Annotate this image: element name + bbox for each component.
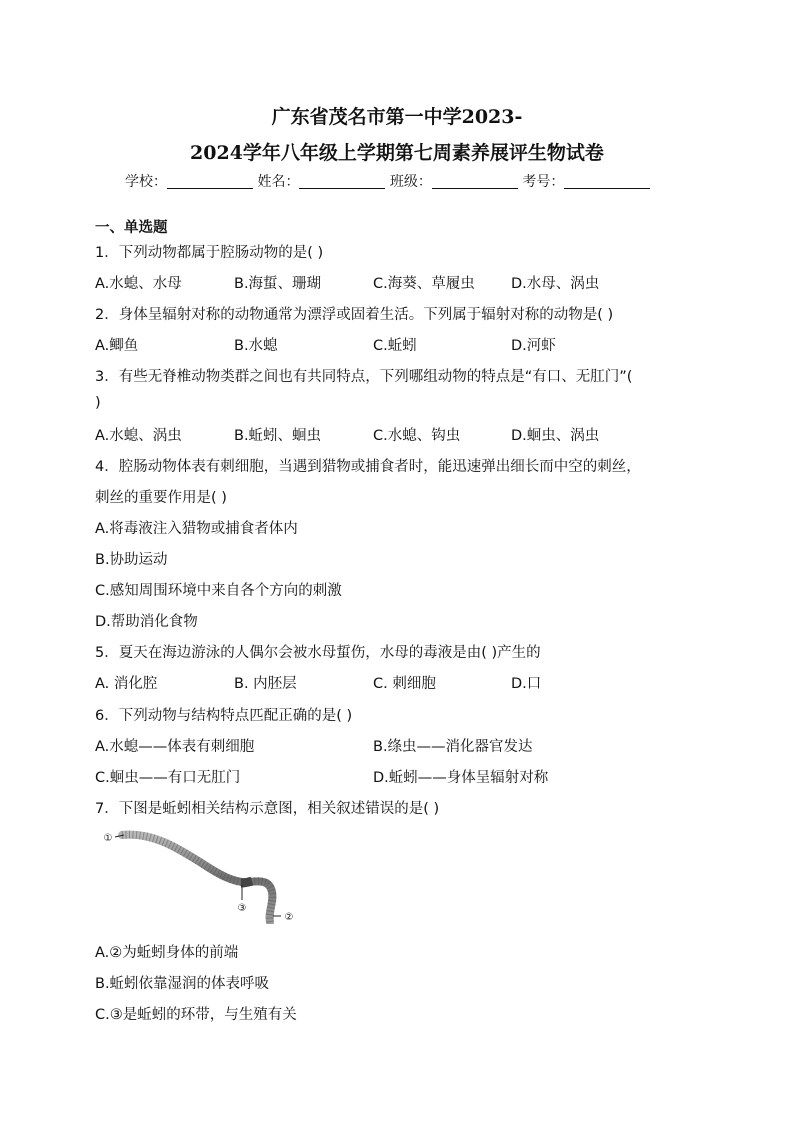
question-2-option-d: D.河虾 bbox=[511, 338, 556, 354]
student-info-row bbox=[125, 171, 650, 191]
question-1-option-d: D.水母、涡虫 bbox=[511, 276, 600, 292]
question-5-stem: 5．夏天在海边游泳的人偶尔会被水母蜇伤，水母的毒液是由( )产生的 bbox=[95, 645, 541, 661]
name-label: 姓名： bbox=[257, 174, 300, 190]
question-2-option-a: A.鲫鱼 bbox=[95, 338, 139, 354]
question-1-stem: 1．下列动物都属于腔肠动物的是( ) bbox=[95, 245, 324, 261]
question-2-option-b: B.水螅 bbox=[234, 338, 278, 354]
question-3-option-c: C.水螅、钩虫 bbox=[373, 428, 461, 444]
question-7-option-b: B.蚯蚓依靠湿润的体表呼吸 bbox=[95, 976, 270, 992]
question-3-stem-line2: ) bbox=[95, 395, 101, 411]
question-4-option-a: A.将毒液注入猎物或捕食者体内 bbox=[95, 521, 298, 537]
question-3-stem-line1: 3．有些无脊椎动物类群之间也有共同特点，下列哪组动物的特点是“有口、无肛门”( bbox=[95, 369, 633, 385]
question-4-stem-line2: 刺丝的重要作用是( ) bbox=[95, 490, 227, 506]
section-title: 一、单选题 bbox=[95, 220, 168, 236]
question-6-option-d: D.蚯蚓——身体呈辐射对称 bbox=[373, 770, 549, 786]
earthworm-figure bbox=[100, 828, 300, 924]
question-3-option-a: A.水螅、涡虫 bbox=[95, 428, 182, 444]
question-3-option-d: D.蛔虫、涡虫 bbox=[511, 428, 600, 444]
question-2-stem: 2．身体呈辐射对称的动物通常为漂浮或固着生活。下列属于辐射对称的动物是( ) bbox=[95, 307, 614, 323]
question-2-option-c: C.蚯蚓 bbox=[373, 338, 417, 354]
exam-title-line1: 广东省茂名市第一中学2023- bbox=[271, 106, 523, 128]
question-6-option-a: A.水螅——体表有刺细胞 bbox=[95, 739, 255, 755]
question-6-option-c: C.蛔虫——有口无肛门 bbox=[95, 770, 241, 786]
question-4-stem-line1: 4．腔肠动物体表有刺细胞，当遇到猎物或捕食者时，能迅速弹出细长而中空的刺丝， bbox=[95, 459, 641, 475]
question-6-option-b: B.绦虫——消化器官发达 bbox=[373, 739, 533, 755]
school-blank[interactable] bbox=[167, 174, 253, 189]
figure-label-1: ① bbox=[103, 833, 113, 844]
question-7-option-a: A.②为蚯蚓身体的前端 bbox=[95, 945, 239, 961]
exam-title-line2: 2024学年八年级上学期第七周素养展评生物试卷 bbox=[190, 142, 604, 164]
figure-label-2: ② bbox=[284, 912, 294, 923]
question-6-stem: 6．下列动物与结构特点匹配正确的是( ) bbox=[95, 708, 353, 724]
question-7-stem: 7．下图是蚯蚓相关结构示意图，相关叙述错误的是( ) bbox=[95, 801, 440, 817]
exam-number-blank[interactable] bbox=[564, 174, 650, 189]
class-label: 班级： bbox=[389, 174, 432, 190]
question-4-option-c: C.感知周围环境中来自各个方向的刺激 bbox=[95, 583, 342, 599]
name-blank[interactable] bbox=[299, 174, 385, 189]
question-4-option-d: D.帮助消化食物 bbox=[95, 614, 198, 630]
question-5-option-c: C. 刺细胞 bbox=[373, 676, 436, 692]
question-5-option-a: A. 消化腔 bbox=[95, 676, 158, 692]
class-blank[interactable] bbox=[432, 174, 518, 189]
school-label: 学校： bbox=[125, 174, 167, 190]
figure-label-3: ③ bbox=[237, 903, 247, 914]
question-7-option-c: C.③是蚯蚓的环带，与生殖有关 bbox=[95, 1007, 297, 1023]
question-3-option-b: B.蚯蚓、蛔虫 bbox=[234, 428, 322, 444]
question-4-option-b: B.协助运动 bbox=[95, 552, 168, 568]
exam-number-label: 考号： bbox=[522, 174, 565, 190]
clitellum bbox=[241, 881, 252, 883]
question-1-option-b: B.海蜇、珊瑚 bbox=[234, 276, 322, 292]
question-1-option-a: A.水螅、水母 bbox=[95, 276, 182, 292]
question-5-option-b: B. 内胚层 bbox=[234, 676, 297, 692]
question-1-option-c: C.海葵、草履虫 bbox=[373, 276, 475, 292]
question-5-option-d: D.口 bbox=[511, 676, 542, 692]
